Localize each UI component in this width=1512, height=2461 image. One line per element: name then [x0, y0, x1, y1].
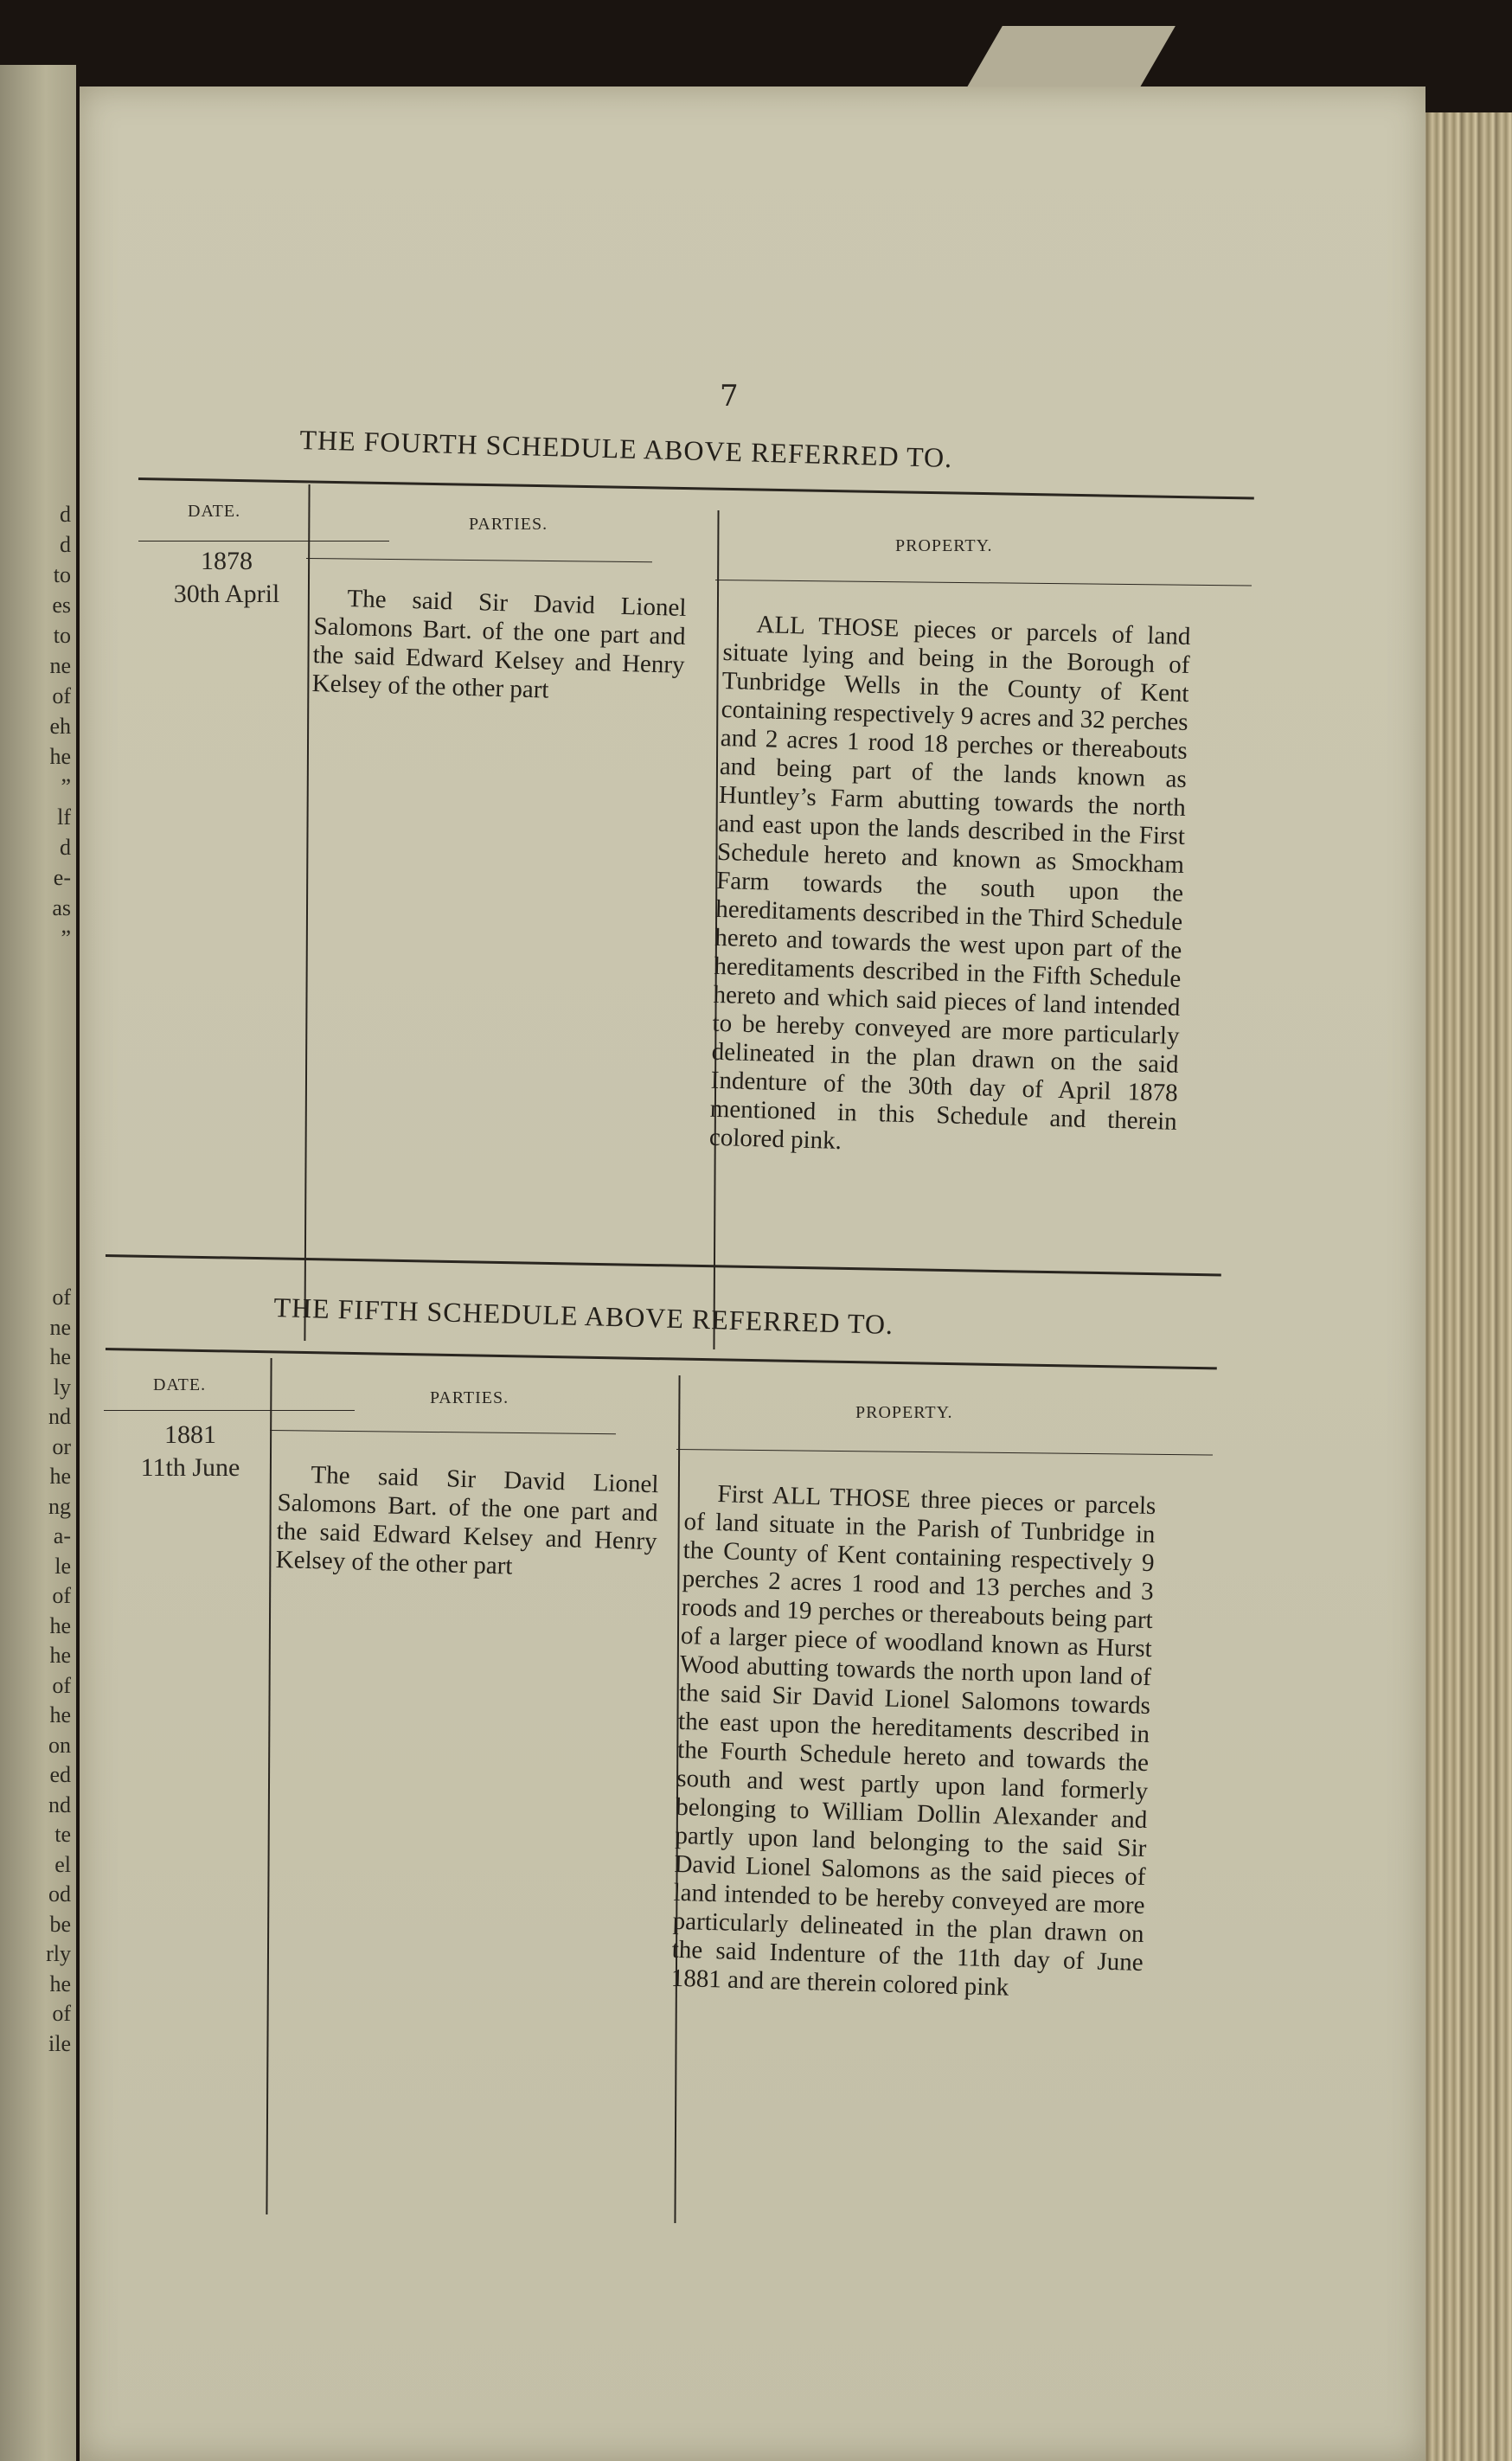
- date-column-header: DATE.: [153, 1375, 207, 1394]
- facing-page-text-fragment: nd: [48, 1791, 71, 1817]
- facing-page-text-fragment: ng: [48, 1493, 71, 1519]
- schedule-title: THE FOURTH SCHEDULE ABOVE REFERRED TO.: [298, 424, 953, 474]
- document-page: [80, 87, 1426, 2461]
- date-year: 1878: [201, 547, 253, 575]
- facing-page-text-fragment: be: [49, 1911, 71, 1937]
- property-column-header: PROPERTY.: [895, 536, 993, 555]
- facing-page-text-fragment: he: [49, 1612, 71, 1638]
- facing-page-text-fragment: to: [53, 623, 71, 648]
- bottom-rule: [106, 1254, 1221, 1277]
- facing-page-text-fragment: ne: [49, 1314, 71, 1340]
- facing-page-text-fragment: a-: [53, 1523, 71, 1548]
- date-header-rule: [104, 1410, 355, 1411]
- property-header-rule: [715, 580, 1252, 586]
- facing-page-text-fragment: of: [52, 2001, 71, 2026]
- date-column-header: DATE.: [188, 502, 241, 521]
- parties-header-rule: [306, 558, 652, 562]
- parties-text: The said Sir David Lionel Salomons Bart. of the one part and the said Edward Kelsey and Henry Kelsey of the other part: [275, 1461, 659, 1580]
- facing-page-text-fragment: od: [48, 1881, 71, 1907]
- facing-page-text-fragment: ile: [48, 2030, 71, 2056]
- facing-page-text-fragment: of: [52, 1583, 71, 1608]
- facing-page-text-fragment: of: [52, 683, 71, 708]
- facing-page-text-fragment: or: [52, 1433, 71, 1459]
- facing-page-text-fragment: he: [49, 1971, 71, 1996]
- parties-text: The said Sir David Lionel Salomons Bart. of the one part and the said Edward Kelsey and Henry Kelsey of the other part: [311, 585, 687, 704]
- facing-page-text-fragment: he: [49, 1464, 71, 1489]
- facing-page-text-fragment: lf: [57, 804, 71, 830]
- property-text: First ALL THOSE three pieces or parcels of land situate in the Parish of Tunbridge in the County of Kent containing respectively 9 perches 2 acres 1 rood and 13 perches and 3 roods and 19 perches or thereabouts being part of a larger piece of woodland known as Hurst Wood abutting towards the north upon land of the said Sir David Lionel Salomons towards the east upon the hereditaments described in the Fourth Schedule hereto and towards the south and west partly upon land formerly belonging to William Dollin Alexander and partly upon land belonging to the said Sir David Lionel Salomons as the said pieces of land intended to be hereby conveyed are more particularly delineated in the plan drawn on the said Indenture of the 11th day of June 1881 and are therein colored pink: [670, 1480, 1156, 2002]
- facing-page-text-fragment: d: [60, 532, 71, 557]
- facing-page-text-fragment: he: [49, 1344, 71, 1369]
- facing-page-text-fragment: ne: [49, 653, 71, 678]
- property-column-header: PROPERTY.: [855, 1403, 953, 1422]
- property-text: ALL THOSE pieces or parcels of land situate lying and being in the Borough of Tunbridge Wells in the County of Kent containing respectively 9 acres and 32 perches and 2 acres 1 rood 18 perches or thereabouts and being part of the lands known as Huntley’s Farm abutting towards the north and east upon the lands described in the First Schedule hereto and known as Smockham Farm towards the south upon the hereditaments described in the Third Schedule hereto and towards the west upon part of the hereditaments described in the Fifth Schedule hereto and which said pieces of land intended to be hereby conveyed are more particularly delineated in the plan drawn on the said Indenture of the 30th day of April 1878 mentioned in this Schedule and therein colored pink.: [708, 611, 1191, 1156]
- date-header-rule: [138, 541, 389, 542]
- facing-page-text-fragment: as: [52, 895, 71, 920]
- top-rule: [106, 1348, 1217, 1369]
- facing-page-text-fragment: te: [54, 1822, 71, 1847]
- facing-page-text-fragment: nd: [48, 1404, 71, 1429]
- facing-page-text-fragment: he: [49, 1702, 71, 1727]
- date-day: 30th April: [173, 580, 280, 608]
- facing-page-text-fragment: le: [54, 1553, 71, 1579]
- page-number: 7: [720, 379, 739, 413]
- column-divider: [304, 484, 310, 1341]
- schedule-title: THE FIFTH SCHEDULE ABOVE REFERRED TO.: [272, 1291, 894, 1340]
- facing-page-text-fragment: e-: [53, 865, 71, 890]
- facing-page-text-fragment: on: [48, 1732, 71, 1758]
- facing-page-edge: [0, 65, 76, 2461]
- parties-column-header: PARTIES.: [469, 515, 548, 534]
- date-year: 1881: [164, 1420, 216, 1449]
- facing-page-text-fragment: d: [60, 835, 71, 860]
- parties-column-header: PARTIES.: [430, 1388, 509, 1407]
- parties-header-rule: [270, 1430, 616, 1434]
- top-rule: [138, 477, 1254, 500]
- column-divider: [266, 1358, 272, 2214]
- date-day: 11th June: [140, 1453, 240, 1482]
- facing-page-text-fragment: ”: [61, 926, 71, 951]
- property-header-rule: [676, 1449, 1213, 1455]
- facing-page-text-fragment: ”: [61, 774, 71, 799]
- facing-page-text-fragment: ed: [49, 1762, 71, 1787]
- facing-page-text-fragment: d: [60, 502, 71, 527]
- facing-page-text-fragment: ly: [53, 1374, 71, 1400]
- facing-page-text-fragment: of: [52, 1672, 71, 1698]
- facing-page-text-fragment: of: [52, 1285, 71, 1310]
- facing-page-text-fragment: to: [53, 562, 71, 587]
- facing-page-text-fragment: eh: [49, 714, 71, 739]
- facing-page-text-fragment: es: [52, 593, 71, 618]
- facing-page-text-fragment: el: [54, 1851, 71, 1877]
- facing-page-text-fragment: he: [49, 744, 71, 769]
- facing-page-text-fragment: he: [49, 1643, 71, 1668]
- facing-page-text-fragment: rly: [46, 1941, 71, 1966]
